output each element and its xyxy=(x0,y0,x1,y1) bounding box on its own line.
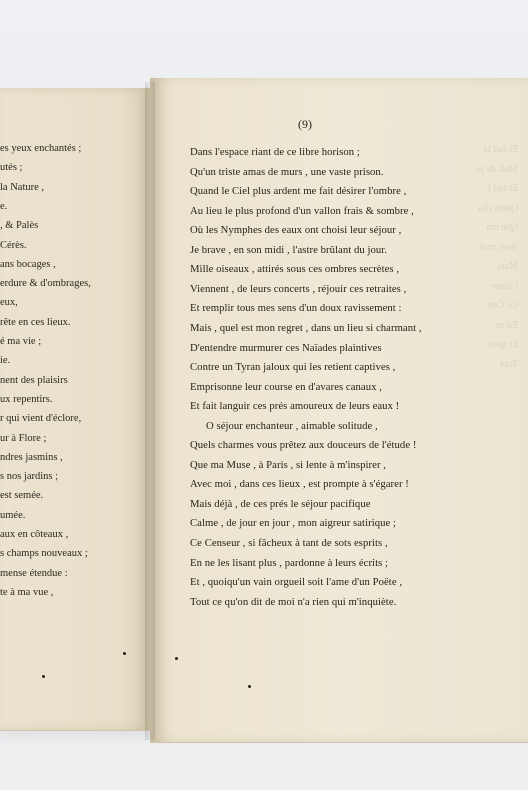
left-page-line: eux, xyxy=(0,297,18,309)
verse-line: Je brave , en son midi , l'astre brûlant du jour. xyxy=(190,243,388,256)
verse-line: Emprisonne leur course en d'avares canaux , xyxy=(190,380,382,393)
verse-line: Où les Nymphes des eaux ont choisi leur séjour , xyxy=(190,224,402,237)
left-page-line: utés ; xyxy=(0,162,23,174)
book-gutter xyxy=(145,82,155,740)
left-page-line: umée. xyxy=(0,509,26,521)
verse-line: Et , quoiqu'un vain orgueil soit l'ame d'un Poëte , xyxy=(190,576,403,589)
left-page-line: Cérès. xyxy=(0,239,27,251)
left-page-line: é ma vie ; xyxy=(0,336,42,347)
page-number: (9) xyxy=(298,117,312,131)
left-page-line: es yeux enchantés ; xyxy=(0,143,82,154)
left-page-line: e. xyxy=(0,200,8,212)
left-page-line: s nos jardins ; xyxy=(0,471,59,483)
left-page-line: la Nature , xyxy=(0,181,45,193)
left-page-line: mense étendue : xyxy=(0,567,68,579)
verse-line: D'entendre murmurer ces Naïades plaintives xyxy=(190,341,382,354)
verse-line: Tout ce qu'on dit de moi n'a rien qui m'inquiète. xyxy=(190,595,397,608)
verse-line: Que ma Muse , à Paris , si lente à m'inspirer , xyxy=(190,458,387,471)
left-page-line: ux repentirs. xyxy=(0,393,53,405)
verse-line: Quels charmes vous prêtez aux douceurs de l'étude ! xyxy=(190,439,417,452)
left-page-line: ur à Flore ; xyxy=(0,432,47,444)
left-page-line: r qui vient d'éclore, xyxy=(0,413,82,425)
left-page-line: erdure & d'ombrages, xyxy=(0,278,91,290)
verse-line: O séjour enchanteur , aimable solitude , xyxy=(206,419,378,432)
verse-line: En ne les lisant plus , pardonne à leurs écrits ; xyxy=(190,556,389,569)
verse-line: Et fait languir ces prés amoureux de leurs eaux ! xyxy=(190,400,400,413)
verse-line: Viennent , de leurs concerts , réjouir ces retraites , xyxy=(190,282,407,295)
left-page-line: rête en ces lieux. xyxy=(0,316,71,328)
verse-line: Avec moi , dans ces lieux , est prompte à s'égarer ! xyxy=(190,478,409,491)
verse-line: Mille oiseaux , attirés sous ces ombres secrètes , xyxy=(190,263,400,276)
verse-line: Dans l'espace riant de ce libre horison ; xyxy=(190,146,360,158)
verse-line: Et remplir tous mes sens d'un doux ravissement : xyxy=(190,302,402,315)
verse-line: Mais déjà , de ces prés le séjour pacifique xyxy=(190,497,371,510)
left-page-line: , & Palès xyxy=(0,220,39,232)
show-through-text: Et fait la Mais de jo Et fait l Quels cha Que ma Avec moi Mais Calme Ce Cen En ne Et quoi Tout xyxy=(475,144,518,370)
verse-line: Qu'un triste amas de murs , une vaste prison. xyxy=(190,165,384,178)
left-page-line: ndres jasmins , xyxy=(0,451,63,463)
verse-line: Calme , de jour en jour , mon aigreur satirique ; xyxy=(190,517,397,530)
ink-speck xyxy=(123,652,126,655)
left-page-line: s champs nouveaux ; xyxy=(0,548,88,560)
left-page-line: ie. xyxy=(0,355,11,367)
left-page-line: te à ma vue , xyxy=(0,586,54,598)
ink-speck xyxy=(42,675,45,678)
left-page-line: est semée. xyxy=(0,490,44,502)
ink-speck xyxy=(175,657,178,660)
verse-line: Au lieu le plus profond d'un vallon frais & sombre , xyxy=(190,204,414,217)
left-page-line: nent des plaisirs xyxy=(0,374,68,386)
verse-line: Quand le Ciel plus ardent me fait désirer l'ombre , xyxy=(190,185,407,198)
verse-line: Mais , quel est mon regret , dans un lieu si charmant , xyxy=(190,321,422,334)
ink-speck xyxy=(248,685,251,688)
verse-line: Ce Censeur , si fâcheux à tant de sots esprits , xyxy=(190,537,388,549)
verse-line: Contre un Tyran jaloux qui les retient captives , xyxy=(190,361,396,374)
left-page-line: aux en côteaux , xyxy=(0,529,69,540)
left-page-line: ans bocages , xyxy=(0,258,56,270)
